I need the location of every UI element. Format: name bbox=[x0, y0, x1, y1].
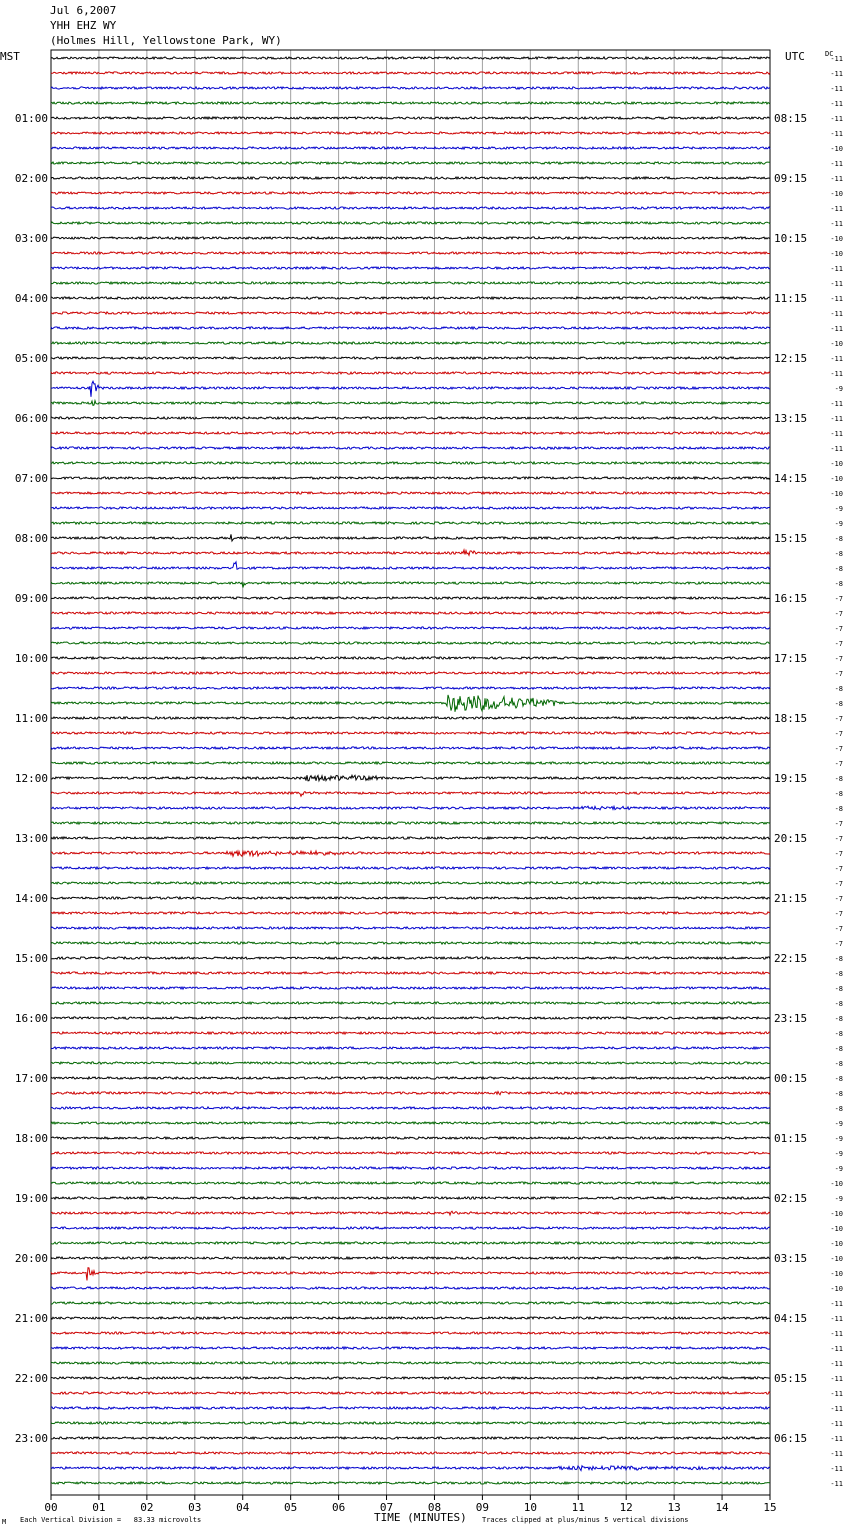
mst-hour-label: 03:00 bbox=[14, 232, 48, 245]
utc-hour-label: 21:15 bbox=[774, 892, 808, 905]
trace-row bbox=[51, 401, 770, 406]
utc-hour-label: 09:15 bbox=[774, 172, 808, 185]
utc-hour-label: 10:15 bbox=[774, 232, 808, 245]
mst-hour-label: 12:00 bbox=[14, 772, 48, 785]
dc-offset-label: -11 bbox=[830, 355, 843, 363]
dc-offset-label: -10 bbox=[830, 190, 843, 198]
mst-hour-label: 17:00 bbox=[14, 1072, 48, 1085]
trace-row bbox=[51, 267, 770, 269]
dc-offset-label: -10 bbox=[830, 1180, 843, 1188]
trace-row bbox=[51, 957, 770, 959]
dc-offset-label: -11 bbox=[830, 1315, 843, 1323]
dc-offset-label: -8 bbox=[834, 580, 843, 588]
dc-offset-label: -11 bbox=[830, 1390, 843, 1398]
dc-offset-label: -9 bbox=[834, 385, 843, 393]
dc-offset-label: -7 bbox=[834, 925, 843, 933]
dc-offset-label: -10 bbox=[830, 1255, 843, 1263]
mst-hour-label: 09:00 bbox=[14, 592, 48, 605]
dc-offset-label: -11 bbox=[830, 1420, 843, 1428]
trace-row bbox=[51, 867, 770, 869]
dc-offset-label: -7 bbox=[834, 850, 843, 858]
utc-hour-label: 01:15 bbox=[774, 1132, 808, 1145]
header-station: YHH EHZ WY bbox=[50, 19, 117, 32]
dc-offset-label: -10 bbox=[830, 490, 843, 498]
trace-row bbox=[51, 1122, 770, 1124]
trace-row bbox=[51, 207, 770, 209]
dc-offset-label: -8 bbox=[834, 535, 843, 543]
utc-hour-label: 22:15 bbox=[774, 952, 808, 965]
dc-offset-label: -7 bbox=[834, 655, 843, 663]
utc-hour-label: 06:15 bbox=[774, 1432, 808, 1445]
dc-offset-label: -10 bbox=[830, 475, 843, 483]
trace-row bbox=[51, 1152, 770, 1154]
mst-hour-label: 18:00 bbox=[14, 1132, 48, 1145]
trace-row bbox=[51, 252, 770, 254]
dc-offset-label: -11 bbox=[830, 370, 843, 378]
dc-offset-label: -11 bbox=[830, 265, 843, 273]
trace-row bbox=[51, 162, 770, 164]
trace-row bbox=[51, 717, 770, 719]
dc-offset-label: -11 bbox=[830, 160, 843, 168]
dc-offset-label: -7 bbox=[834, 820, 843, 828]
mst-hour-label: 20:00 bbox=[14, 1252, 48, 1265]
dc-offset-label: -10 bbox=[830, 340, 843, 348]
trace-row bbox=[51, 1332, 770, 1334]
trace-row bbox=[51, 1227, 770, 1229]
trace-row bbox=[51, 732, 770, 734]
trace-row bbox=[51, 882, 770, 884]
utc-hour-label: 08:15 bbox=[774, 112, 808, 125]
trace-row bbox=[51, 1242, 770, 1244]
dc-offset-label: -8 bbox=[834, 700, 843, 708]
axis-labels bbox=[15, 55, 843, 1514]
x-tick-label: 00 bbox=[44, 1501, 58, 1514]
dc-offset-label: -10 bbox=[830, 1225, 843, 1233]
trace-row bbox=[51, 927, 770, 929]
dc-offset-label: -11 bbox=[830, 130, 843, 138]
mst-hour-label: 10:00 bbox=[14, 652, 48, 665]
trace-row bbox=[51, 597, 770, 599]
trace-row bbox=[51, 1197, 770, 1199]
dc-offset-label: -8 bbox=[834, 1060, 843, 1068]
trace-row bbox=[51, 357, 770, 359]
trace-row bbox=[51, 1392, 770, 1394]
dc-offset-label: -10 bbox=[830, 145, 843, 153]
mst-hour-label: 07:00 bbox=[14, 472, 48, 485]
x-tick-label: 13 bbox=[667, 1501, 681, 1514]
dc-offset-label: -11 bbox=[830, 1480, 843, 1488]
utc-hour-label: 19:15 bbox=[774, 772, 808, 785]
utc-hour-label: 18:15 bbox=[774, 712, 808, 725]
trace-row bbox=[51, 57, 770, 59]
dc-offset-label: -7 bbox=[834, 595, 843, 603]
x-tick-label: 08 bbox=[427, 1501, 442, 1514]
x-tick-label: 01 bbox=[92, 1501, 106, 1514]
trace-row bbox=[51, 672, 770, 674]
dc-offset-label: -11 bbox=[830, 325, 843, 333]
header-date: Jul 6,2007 bbox=[50, 4, 117, 17]
left-axis-title: MST bbox=[0, 50, 20, 63]
dc-offset-label: -11 bbox=[830, 1435, 843, 1443]
trace-row bbox=[51, 372, 770, 374]
mst-hour-label: 05:00 bbox=[14, 352, 48, 365]
utc-hour-label: 16:15 bbox=[774, 592, 808, 605]
mst-hour-label: 13:00 bbox=[14, 832, 48, 845]
dc-offset-label: -10 bbox=[830, 460, 843, 468]
mst-hour-label: 08:00 bbox=[14, 532, 48, 545]
dc-offset-label: -11 bbox=[830, 1345, 843, 1353]
trace-row bbox=[51, 432, 770, 434]
trace-row bbox=[51, 1092, 770, 1095]
dc-offset-label: -8 bbox=[834, 790, 843, 798]
dc-offset-label: -7 bbox=[834, 670, 843, 678]
trace-row bbox=[51, 687, 770, 689]
mst-hour-label: 11:00 bbox=[14, 712, 48, 725]
trace-row bbox=[51, 1377, 770, 1379]
trace-row bbox=[51, 237, 770, 239]
trace-row bbox=[51, 462, 770, 464]
trace-row bbox=[51, 447, 770, 449]
mst-hour-label: 19:00 bbox=[14, 1192, 48, 1205]
utc-hour-label: 15:15 bbox=[774, 532, 808, 545]
dc-offset-label: -11 bbox=[830, 310, 843, 318]
x-tick-label: 05 bbox=[284, 1501, 298, 1514]
trace-row bbox=[51, 1032, 770, 1034]
trace-row bbox=[51, 117, 770, 119]
scale-note: Each Vertical Division = 83.33 microvolts bbox=[20, 1516, 202, 1524]
trace-row bbox=[51, 912, 770, 914]
dc-offset-label: -11 bbox=[830, 400, 843, 408]
trace-row bbox=[51, 747, 770, 749]
right-axis-title: UTC bbox=[785, 50, 805, 63]
trace-row bbox=[51, 297, 770, 299]
trace-row bbox=[51, 72, 770, 74]
utc-hour-label: 12:15 bbox=[774, 352, 808, 365]
trace-row bbox=[51, 507, 770, 509]
utc-hour-label: 04:15 bbox=[774, 1312, 808, 1325]
utc-hour-label: 23:15 bbox=[774, 1012, 808, 1025]
trace-row bbox=[51, 1268, 770, 1281]
trace-row bbox=[51, 1466, 770, 1471]
trace-row bbox=[51, 1062, 770, 1064]
trace-row bbox=[51, 695, 770, 712]
dc-offset-label: -11 bbox=[830, 280, 843, 288]
trace-row bbox=[51, 582, 770, 588]
dc-offset-label: -11 bbox=[830, 55, 843, 63]
dc-offset-label: -8 bbox=[834, 1105, 843, 1113]
trace-row bbox=[51, 1287, 770, 1289]
dc-offset-label: -7 bbox=[834, 760, 843, 768]
trace-row bbox=[51, 762, 770, 764]
dc-offset-label: -11 bbox=[830, 295, 843, 303]
dc-offset-label: -8 bbox=[834, 955, 843, 963]
x-tick-label: 04 bbox=[236, 1501, 250, 1514]
x-tick-label: 10 bbox=[523, 1501, 537, 1514]
trace-row bbox=[51, 1167, 770, 1169]
dc-offset-label: -9 bbox=[834, 1195, 843, 1203]
trace-row bbox=[51, 312, 770, 314]
trace-row bbox=[51, 657, 770, 659]
dc-offset-label: -11 bbox=[830, 85, 843, 93]
trace-row bbox=[51, 534, 770, 541]
plot-frame bbox=[51, 50, 770, 1495]
trace-row bbox=[51, 1452, 770, 1454]
mst-hour-label: 06:00 bbox=[14, 412, 48, 425]
trace-row bbox=[51, 1482, 770, 1484]
dc-offset-label: -11 bbox=[830, 220, 843, 228]
mst-hour-label: 15:00 bbox=[14, 952, 48, 965]
utc-hour-label: 11:15 bbox=[774, 292, 808, 305]
dc-offset-label: -11 bbox=[830, 1375, 843, 1383]
trace-row bbox=[51, 147, 770, 149]
x-tick-label: 06 bbox=[331, 1501, 346, 1514]
trace-row bbox=[51, 792, 770, 797]
dc-offset-label: -9 bbox=[834, 1165, 843, 1173]
dc-offset-label: -8 bbox=[834, 1030, 843, 1038]
mst-hour-label: 01:00 bbox=[14, 112, 48, 125]
trace-row bbox=[51, 342, 770, 344]
trace-row bbox=[51, 612, 770, 614]
dc-offset-label: -7 bbox=[834, 640, 843, 648]
x-tick-label: 03 bbox=[188, 1501, 202, 1514]
trace-row bbox=[51, 1347, 770, 1349]
trace-row bbox=[51, 492, 770, 494]
dc-offset-label: -8 bbox=[834, 775, 843, 783]
dc-offset-label: -8 bbox=[834, 1075, 843, 1083]
trace-row bbox=[51, 806, 770, 810]
dc-offset-label: -8 bbox=[834, 565, 843, 573]
trace-row bbox=[51, 1182, 770, 1184]
dc-offset-label: -8 bbox=[834, 985, 843, 993]
trace-row bbox=[51, 1211, 770, 1215]
dc-offset-label: -11 bbox=[830, 100, 843, 108]
trace-row bbox=[51, 522, 770, 524]
trace-row bbox=[51, 327, 770, 329]
mst-hour-label: 22:00 bbox=[14, 1372, 48, 1385]
dc-offset-label: -11 bbox=[830, 1450, 843, 1458]
trace-row bbox=[51, 642, 770, 644]
dc-offset-label: -9 bbox=[834, 1135, 843, 1143]
dc-offset-label: -8 bbox=[834, 1045, 843, 1053]
dc-offset-label: -8 bbox=[834, 1090, 843, 1098]
trace-group bbox=[51, 57, 770, 1484]
dc-offset-label: -7 bbox=[834, 625, 843, 633]
dc-offset-label: -7 bbox=[834, 940, 843, 948]
trace-row bbox=[51, 550, 770, 555]
dc-offset-label: -7 bbox=[834, 880, 843, 888]
time-gridlines bbox=[51, 50, 770, 1495]
dc-offset-label: -7 bbox=[834, 610, 843, 618]
dc-offset-label: -11 bbox=[830, 1300, 843, 1308]
dc-offset-label: -11 bbox=[830, 445, 843, 453]
dc-offset-label: -7 bbox=[834, 895, 843, 903]
dc-offset-label: -10 bbox=[830, 235, 843, 243]
trace-row bbox=[51, 102, 770, 104]
trace-row bbox=[51, 1017, 770, 1019]
trace-row bbox=[51, 837, 770, 839]
dc-offset-label: -7 bbox=[834, 730, 843, 738]
utc-hour-label: 14:15 bbox=[774, 472, 808, 485]
trace-row bbox=[51, 1107, 770, 1109]
dc-offset-label: -9 bbox=[834, 520, 843, 528]
trace-row bbox=[51, 222, 770, 224]
trace-row bbox=[51, 775, 770, 781]
mst-hour-label: 21:00 bbox=[14, 1312, 48, 1325]
trace-row bbox=[51, 177, 770, 179]
trace-row bbox=[51, 1422, 770, 1424]
mst-hour-label: 23:00 bbox=[14, 1432, 48, 1445]
dc-offset-label: -11 bbox=[830, 430, 843, 438]
x-tick-label: 11 bbox=[571, 1501, 585, 1514]
dc-offset-label: -9 bbox=[834, 505, 843, 513]
trace-row bbox=[51, 1317, 770, 1319]
dc-offset-label: -11 bbox=[830, 205, 843, 213]
trace-row bbox=[51, 1257, 770, 1259]
dc-offset-label: -7 bbox=[834, 745, 843, 753]
utc-hour-label: 17:15 bbox=[774, 652, 808, 665]
mst-hour-label: 16:00 bbox=[14, 1012, 48, 1025]
trace-row bbox=[51, 1047, 770, 1049]
trace-row bbox=[51, 1137, 770, 1139]
dc-offset-label: -11 bbox=[830, 115, 843, 123]
dc-offset-label: -11 bbox=[830, 1465, 843, 1473]
mst-hour-label: 04:00 bbox=[14, 292, 48, 305]
dc-offset-label: -10 bbox=[830, 1285, 843, 1293]
trace-row bbox=[51, 132, 770, 134]
dc-offset-label: -8 bbox=[834, 685, 843, 693]
x-axis-label: TIME (MINUTES) bbox=[374, 1511, 467, 1524]
dc-offset-label: -11 bbox=[830, 175, 843, 183]
x-tick-label: 02 bbox=[140, 1501, 154, 1514]
utc-hour-label: 00:15 bbox=[774, 1072, 808, 1085]
clip-note: Traces clipped at plus/minus 5 vertical divisions bbox=[482, 1516, 689, 1524]
dc-offset-label: -8 bbox=[834, 970, 843, 978]
trace-row bbox=[51, 972, 770, 974]
trace-row bbox=[51, 417, 770, 419]
utc-hour-label: 05:15 bbox=[774, 1372, 808, 1385]
trace-row bbox=[51, 987, 770, 989]
dc-offset-label: -8 bbox=[834, 805, 843, 813]
dc-offset-label: -9 bbox=[834, 1120, 843, 1128]
dc-offset-label: -11 bbox=[830, 415, 843, 423]
footer-corner-mark: M bbox=[2, 1518, 7, 1526]
trace-row bbox=[51, 942, 770, 944]
x-tick-label: 07 bbox=[379, 1501, 394, 1514]
trace-row bbox=[51, 192, 770, 194]
dc-offset-label: -7 bbox=[834, 910, 843, 918]
dc-offset-label: -10 bbox=[830, 1210, 843, 1218]
dc-offset-label: -11 bbox=[830, 1360, 843, 1368]
trace-row bbox=[51, 897, 770, 899]
utc-hour-label: 03:15 bbox=[774, 1252, 808, 1265]
utc-hour-label: 02:15 bbox=[774, 1192, 808, 1205]
trace-row bbox=[51, 1002, 770, 1004]
trace-row bbox=[51, 1362, 770, 1364]
trace-row bbox=[51, 1077, 770, 1079]
dc-offset-label: -11 bbox=[830, 1405, 843, 1413]
mst-hour-label: 14:00 bbox=[14, 892, 48, 905]
dc-offset-label: -10 bbox=[830, 250, 843, 258]
x-tick-label: 15 bbox=[763, 1501, 777, 1514]
x-tick-label: 14 bbox=[715, 1501, 729, 1514]
trace-row bbox=[51, 381, 770, 397]
trace-row bbox=[51, 1437, 770, 1439]
dc-offset-label: -8 bbox=[834, 1000, 843, 1008]
dc-offset-label: -7 bbox=[834, 835, 843, 843]
trace-row bbox=[51, 87, 770, 89]
trace-row bbox=[51, 822, 770, 824]
utc-hour-label: 20:15 bbox=[774, 832, 808, 845]
trace-row bbox=[51, 1407, 770, 1409]
trace-row bbox=[51, 477, 770, 479]
trace-row bbox=[51, 627, 770, 629]
dc-offset-label: -11 bbox=[830, 1330, 843, 1338]
x-tick-label: 12 bbox=[619, 1501, 633, 1514]
trace-row bbox=[51, 851, 770, 856]
dc-offset-label: -8 bbox=[834, 550, 843, 558]
dc-label: DC bbox=[825, 50, 834, 58]
trace-row bbox=[51, 1302, 770, 1304]
dc-offset-label: -11 bbox=[830, 70, 843, 78]
dc-offset-label: -9 bbox=[834, 1150, 843, 1158]
x-tick-label: 09 bbox=[475, 1501, 490, 1514]
trace-row bbox=[51, 562, 770, 569]
dc-offset-label: -7 bbox=[834, 715, 843, 723]
utc-hour-label: 13:15 bbox=[774, 412, 808, 425]
trace-row bbox=[51, 282, 770, 284]
dc-offset-label: -7 bbox=[834, 865, 843, 873]
dc-offset-label: -8 bbox=[834, 1015, 843, 1023]
dc-offset-label: -10 bbox=[830, 1240, 843, 1248]
header-location: (Holmes Hill, Yellowstone Park, WY) bbox=[50, 34, 282, 47]
dc-offset-label: -10 bbox=[830, 1270, 843, 1278]
mst-hour-label: 02:00 bbox=[14, 172, 48, 185]
